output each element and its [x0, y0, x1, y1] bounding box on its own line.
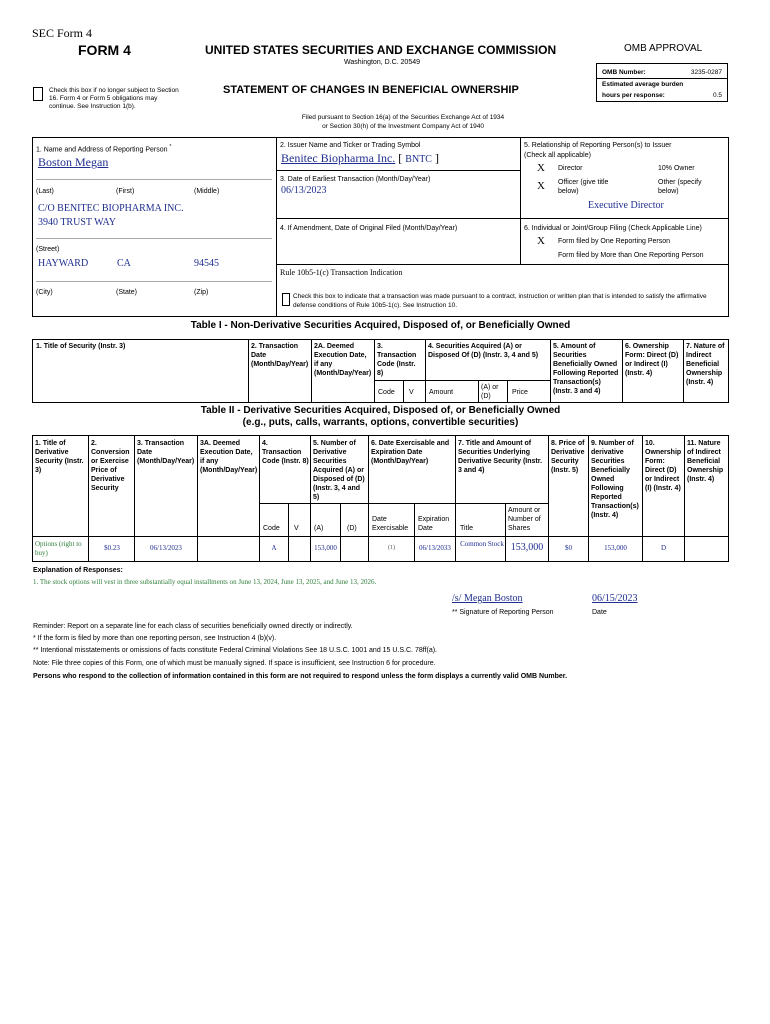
t2-row-a: 153,000	[314, 544, 337, 552]
omb-burden-label: Estimated average burden	[602, 81, 684, 88]
t2-v8	[548, 435, 549, 562]
table2-subtitle: (e.g., puts, calls, warrants, options, convertible securities)	[242, 417, 519, 428]
omb-title: OMB APPROVAL	[624, 43, 703, 54]
t2-row-code: A	[271, 544, 277, 552]
t2-v3	[197, 435, 198, 562]
reporting-person-name: Boston Megan	[38, 155, 109, 169]
officer-check[interactable]: X	[537, 180, 545, 192]
t2-col-exercisable: 6. Date Exercisable and Expiration Date (Month/Day/Year)	[371, 440, 450, 465]
t2-v7	[455, 435, 456, 562]
t1-col-title: 1. Title of Security (Instr. 3)	[36, 343, 126, 350]
t2-v5	[310, 435, 311, 562]
filing-one-check[interactable]: X	[537, 235, 545, 247]
footer-omb-notice: Persons who respond to the collection of information contained in this form are not required to respond unless the form displays a currently valid OMB Number.	[33, 673, 568, 680]
officer-title: Executive Director	[588, 200, 664, 211]
issuer-name: Benitec Biopharma Inc.	[281, 151, 396, 165]
address-line-1: C/O BENITEC BIOPHARMA INC.	[38, 203, 184, 214]
first-label: (First)	[116, 188, 135, 195]
footer-multiple: * If the form is filed by more than one reporting person, see Instruction 4 (b)(v).	[33, 635, 277, 642]
director-check[interactable]: X	[537, 162, 545, 174]
filed-pursuant-2: or Section 30(h) of the Investment Company Act of 1940	[322, 123, 484, 130]
t1-price-sub: Price	[512, 389, 528, 396]
agency-location: Washington, D.C. 20549	[344, 59, 421, 66]
t1-v7	[683, 339, 684, 403]
state-label: (State)	[116, 289, 138, 296]
reporting-person-label	[36, 143, 171, 154]
amendment-label: 4. If Amendment, Date of Original Filed (Month/Day/Year)	[280, 225, 458, 232]
divider-4	[276, 218, 729, 219]
street-label: (Street)	[36, 246, 60, 253]
relationship-label: 5. Relationship of Reporting Person(s) to Issuer	[524, 142, 672, 149]
t2-row-title: Options (right to buy)	[35, 540, 82, 557]
t2-v6	[368, 435, 369, 562]
signature-date: 06/15/2023	[592, 593, 638, 604]
t1-v2	[311, 339, 312, 403]
signature-date-label: Date	[592, 609, 607, 616]
footer-violations: ** Intentional misstatements or omissions of facts constitute Federal Criminal Violations See 18 U.S.C. 1001 and 15 U.S.C. 78ff(a).	[33, 647, 437, 654]
t2-col-owned: 9. Number of derivative Securities Beneficially Owned Following Reported Transaction(s) (Instr. 4)	[591, 440, 639, 519]
ten-pct-label: 10% Owner	[658, 165, 695, 172]
t1-v4	[425, 339, 426, 403]
other-label: Other (specify below)	[658, 179, 702, 195]
state-value: CA	[117, 258, 131, 269]
rule-text: Check this box to indicate that a transaction was made pursuant to a contract, instruction or written plan that is intended to satisfy the affirmative defense conditions of Rule 10b5-1(c). See Instruction 10.	[293, 293, 707, 309]
earliest-date-value: 06/13/2023	[281, 185, 327, 196]
form-name: FORM 4	[78, 42, 131, 58]
relationship-sub: (Check all applicable)	[524, 152, 591, 159]
t2-col-nature: 11. Nature of Indirect Beneficial Ownership (Instr. 4)	[687, 440, 724, 483]
t2-col-price: 8. Price of Derivative Security (Instr. 5)	[551, 440, 585, 474]
t2-v10	[642, 435, 643, 562]
middle-label: (Middle)	[194, 188, 220, 195]
name-rule	[36, 179, 272, 180]
t2-col-code: 4. Transaction Code (Instr. 8)	[262, 440, 309, 465]
t2-v9	[588, 435, 589, 562]
street-rule	[36, 238, 272, 239]
agency-title: UNITED STATES SECURITIES AND EXCHANGE COMMISSION	[205, 43, 557, 57]
omb-hours-value: 0.5	[712, 92, 722, 99]
t2-a-sub: (A)	[314, 525, 324, 532]
t1-amount-sub: Amount	[429, 389, 454, 396]
rule-label: Rule 10b5-1(c) Transaction Indication	[280, 268, 403, 277]
reporting-person-label-text: 1. Name and Address of Reporting Person	[36, 146, 168, 154]
t2-v-sub: V	[294, 525, 299, 532]
t1-code-sub: Code	[378, 389, 395, 396]
t2-v14	[414, 503, 415, 562]
bracket-open: [	[398, 151, 403, 165]
t2-v2	[134, 435, 135, 562]
t2-row-form: D	[660, 544, 667, 552]
t2-row-exp: 06/13/2033	[419, 544, 451, 552]
t1-v3	[374, 339, 375, 403]
divider-3	[276, 170, 520, 171]
filing-label: 6. Individual or Joint/Group Filing (Check Applicable Line)	[524, 225, 702, 232]
city-label: (City)	[36, 289, 53, 296]
t2-col-number: 5. Number of Derivative Securities Acquired (A) or Disposed of (D) (Instr. 3, 4 and 5)	[313, 440, 365, 501]
rule-checkbox[interactable]	[282, 293, 290, 306]
t1-col-deemed: 2A. Deemed Execution Date, if any (Month/Day/Year)	[314, 343, 372, 377]
t2-v4	[259, 435, 260, 562]
filing-more-label: Form filed by More than One Reporting Person	[558, 252, 704, 259]
t2-row-under-amount: 153,000	[510, 542, 544, 553]
divider-2	[520, 137, 521, 264]
doc-title: SEC Form 4	[32, 26, 93, 40]
footer-copies: Note: File three copies of this Form, one of which must be manually signed. If space is insufficient, see Instruction 6 for procedure.	[33, 660, 436, 667]
divider-1	[276, 137, 277, 317]
last-label: (Last)	[36, 188, 54, 195]
t1-col-form: 6. Ownership Form: Direct (D) or Indirect (I) (Instr. 4)	[625, 343, 679, 377]
t2-row-deriv-price: $0	[565, 544, 572, 552]
signature: /s/ Megan Boston	[452, 593, 523, 604]
t1-col-acquired: 4. Securities Acquired (A) or Disposed Of (D) (Instr. 3, 4 and 5)	[428, 343, 539, 359]
officer-label: Officer (give title below)	[558, 179, 609, 195]
t2-col-underlying: 7. Title and Amount of Securities Underlying Derivative Security (Instr. 3 and 4)	[458, 440, 543, 474]
t1-col-nature: 7. Nature of Indirect Beneficial Ownership (Instr. 4)	[686, 343, 725, 386]
signature-label: ** Signature of Reporting Person	[452, 609, 554, 616]
t1-v6	[622, 339, 623, 403]
earliest-date-label: 3. Date of Earliest Transaction (Month/Day/Year)	[280, 176, 431, 183]
t1-v1	[248, 339, 249, 403]
explanation-note-1: 1. The stock options will vest in three substantially equal installments on June 13, 2024, June 13, 2025, and June 13, 2026.	[33, 578, 377, 586]
t2-row-date: 06/13/2023	[150, 544, 182, 552]
t1-v8	[403, 380, 404, 403]
section16-note: Check this box if no longer subject to Section 16. Form 4 or Form 5 obligations may continue. See Instruction 1(b).	[49, 87, 179, 110]
table2-title: Table II - Derivative Securities Acquired, Disposed of, or Beneficially Owned	[200, 405, 561, 416]
city-value: HAYWARD	[38, 258, 89, 269]
t2-amount-sub: Amount or Number of Shares	[508, 507, 541, 532]
address-line-2: 3940 TRUST WAY	[38, 217, 116, 228]
section16-checkbox[interactable]	[33, 87, 43, 101]
t2-v13	[340, 503, 341, 562]
divider-5	[276, 264, 729, 265]
table1-title: Table I - Non-Derivative Securities Acquired, Disposed of, or Beneficially Owned	[190, 320, 571, 331]
t1-h1	[374, 380, 550, 381]
issuer-label: 2. Issuer Name and Ticker or Trading Symbol	[280, 142, 421, 149]
t2-col-date: 3. Transaction Date (Month/Day/Year)	[137, 440, 195, 465]
city-rule	[36, 281, 272, 282]
t2-row-price: $0.23	[104, 544, 120, 552]
t1-col-code: 3. Transaction Code (Instr. 8)	[377, 343, 417, 377]
t2-col-deemed: 3A. Deemed Execution Date, if any (Month/Day/Year)	[200, 440, 258, 474]
t2-exp-sub: Expiration Date	[418, 516, 450, 532]
t2-v1	[88, 435, 89, 562]
t2-col-form: 10. Ownership Form: Direct (D) or Indirect (I) (Instr. 4)	[645, 440, 682, 492]
t2-row-owned: 153,000	[604, 544, 627, 552]
filed-pursuant: Filed pursuant to Section 16(a) of the Securities Exchange Act of 1934	[301, 114, 505, 121]
t2-row-under-title: Common Stock	[460, 540, 504, 548]
omb-box	[596, 63, 728, 102]
t2-v12	[288, 503, 289, 562]
zip-value: 94545	[194, 258, 219, 269]
t2-title-sub: Title	[460, 525, 473, 532]
footer-reminder: Reminder: Report on a separate line for each class of securities beneficially owned directly or indirectly.	[33, 623, 353, 630]
t2-h-row	[32, 536, 729, 537]
t1-col-owned: 5. Amount of Securities Beneficially Owned Following Reported Transaction(s) (Instr. 3 and 4)	[553, 343, 619, 395]
t2-row-date-ex: (1)	[388, 545, 395, 551]
t1-col-date: 2. Transaction Date (Month/Day/Year)	[251, 343, 309, 368]
t2-col-title: 1. Title of Derivative Security (Instr. 3)	[35, 440, 84, 474]
t1-v10	[507, 380, 508, 403]
t2-v15	[505, 503, 506, 562]
t1-aord-sub: (A) or (D)	[481, 384, 499, 400]
t1-v5	[550, 339, 551, 403]
issuer-ticker: BNTC	[405, 154, 432, 165]
t2-col-conversion: 2. Conversion or Exercise Price of Derivative Security	[91, 440, 130, 492]
filing-one-label: Form filed by One Reporting Person	[558, 238, 671, 245]
t2-date-ex-sub: Date Exercisable	[372, 516, 409, 532]
t2-d-sub: (D)	[347, 525, 357, 532]
footnote-mark: *	[169, 144, 172, 150]
zip-label: (Zip)	[194, 289, 209, 296]
director-label: Director	[558, 165, 583, 172]
t2-v11	[684, 435, 685, 562]
issuer-line	[281, 151, 439, 166]
statement-title: STATEMENT OF CHANGES IN BENEFICIAL OWNERSHIP	[223, 84, 519, 96]
omb-number-value: 3235-0287	[690, 69, 722, 76]
t2-code-sub: Code	[263, 525, 280, 532]
omb-divider	[597, 78, 727, 79]
explanation-label: Explanation of Responses:	[33, 567, 123, 574]
t1-v-sub: V	[409, 389, 414, 396]
omb-hours-label: hours per response:	[602, 92, 665, 99]
omb-number-label: OMB Number:	[602, 69, 646, 76]
t1-v9	[478, 380, 479, 403]
bracket-close: ]	[434, 151, 439, 165]
